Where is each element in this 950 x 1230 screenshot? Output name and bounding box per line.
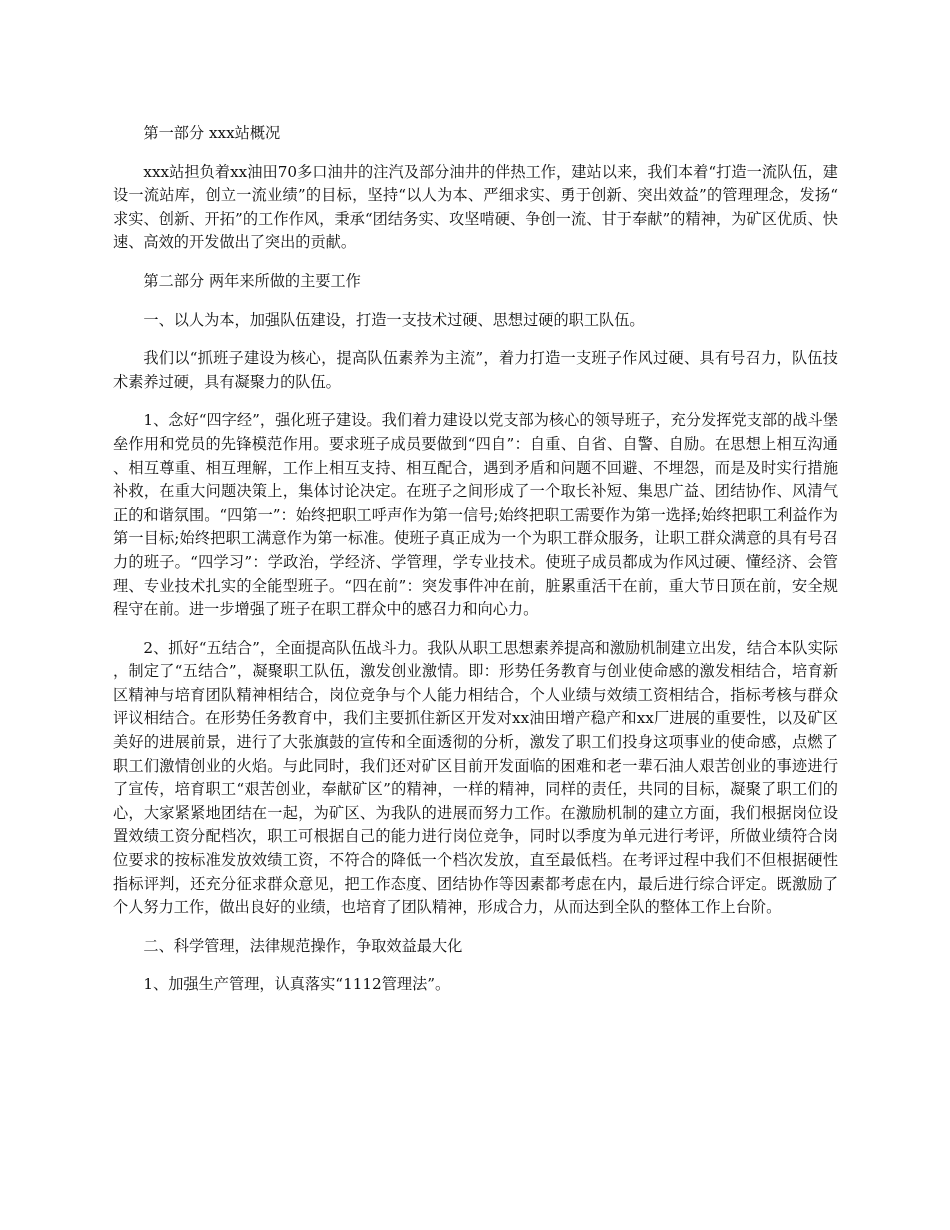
section-heading-part-two: 第二部分 两年来所做的主要工作 xyxy=(143,271,361,290)
paragraph-team-building-intro: 我们以“抓班子建设为核心，提高队伍素养为主流”，着力打造一支班子作风过硬、具有号召力，队伍技术素养过硬，具有凝聚力的队伍。 xyxy=(113,349,838,391)
subheading-scientific-management: 二、科学管理，法律规范操作，争取效益最大化 xyxy=(143,936,463,955)
section-heading-part-one: 第一部分 xxx站概况 xyxy=(143,124,281,142)
paragraph-station-overview: xxx站担负着xx油田70多口油井的注汽及部分油井的伴热工作，建站以来，我们本着“打造一流队伍，建设一流站库，创立一流业绩”的目标，坚持“以人为本、严细求实、勇于创新、突出效益”的管理理念，发扬“求实、创新、开拓”的工作作风，秉承“团结务实、攻坚啃硬、争创一流、甘于奉献”的精神，为矿区优质、快速、高效的开发做出了突出的贡献。 xyxy=(113,162,838,252)
paragraph-five-combinations: 2、抓好“五结合”，全面提高队伍战斗力。我队从职工思想素养提高和激励机制建立出发，结合本队实际，制定了“五结合”，凝聚职工队伍，激发创业激情。即：形势任务教育与创业使命感的激发相结合，培育新区精神与培育团队精神相结合，岗位竞争与个人能力相结合，个人业绩与效绩工资相结合，指标考核与群众评议相结合。在形势任务教育中，我们主要抓住新区开发对xx油田增产稳产和xx厂进展的重要性，以及矿区美好的进展前景，进行了大张旗鼓的宣传和全面透彻的分析，激发了职工们投身这项事业的使命感，点燃了职工们激情创业的火焰。与此同时，我们还对矿区目前开发面临的困难和老一辈石油人艰苦创业的事迹进行了宣传，培育职工“艰苦创业，奉献矿区”的精神，一样的精神，同样的责任，共同的目标，凝聚了职工们的心，大家紧紧地团结在一起，为矿区、为我队的进展而努力工作。在激励机制的建立方面，我们根据岗位设置效绩工资分配档次，职工可根据自己的能力进行岗位竞争，同时以季度为单元进行考评，所做业绩符合岗位要求的按标准发放效绩工资，不符合的降低一个档次发放，直至最低档。在考评过程中我们不但根据硬性指标评判，还充分征求群众意见，把工作态度、团结协作等因素都考虑在内，最后进行综合评定。既激励了个人努力工作，做出良好的业绩，也培育了团队精神，形成合力，从而达到全队的整体工作上台阶。 xyxy=(113,638,838,917)
paragraph-four-words: 1、念好“四字经”，强化班子建设。我们着力建设以党支部为核心的领导班子，充分发挥党支部的战斗堡垒作用和党员的先锋模范作用。要求班子成员要做到“四自”：自重、自省、自警、自励。在思想上相互沟通、相互尊重、相互理解，工作上相互支持、相互配合，遇到矛盾和问题不回避、不埋怨，而是及时实行措施补救，在重大问题决策上，集体讨论决定。在班子之间形成了一个取长补短、集思广益、团结协作、风清气正的和谐氛围。“四第一”：始终把职工呼声作为第一信号;始终把职工需要作为第一选择;始终把职工利益作为第一目标;始终把职工满意作为第一标准。使班子真正成为一个为职工群众服务，让职工群众满意的具有号召力的班子。“四学习”：学政治，学经济、学管理，学专业技术。使班子成员都成为作风过硬、懂经济、会管理、专业技术扎实的全能型班子。“四在前”：突发事件冲在前，脏累重活干在前，重大节日顶在前，安全规程守在前。进一步增强了班子在职工群众中的感召力和向心力。 xyxy=(113,411,838,619)
subheading-team-building: 一、以人为本，加强队伍建设，打造一支技术过硬、思想过硬的职工队伍。 xyxy=(143,310,645,329)
document-page xyxy=(113,122,838,1012)
subheading-production-management: 1、加强生产管理，认真落实“1112管理法”。 xyxy=(143,975,451,994)
